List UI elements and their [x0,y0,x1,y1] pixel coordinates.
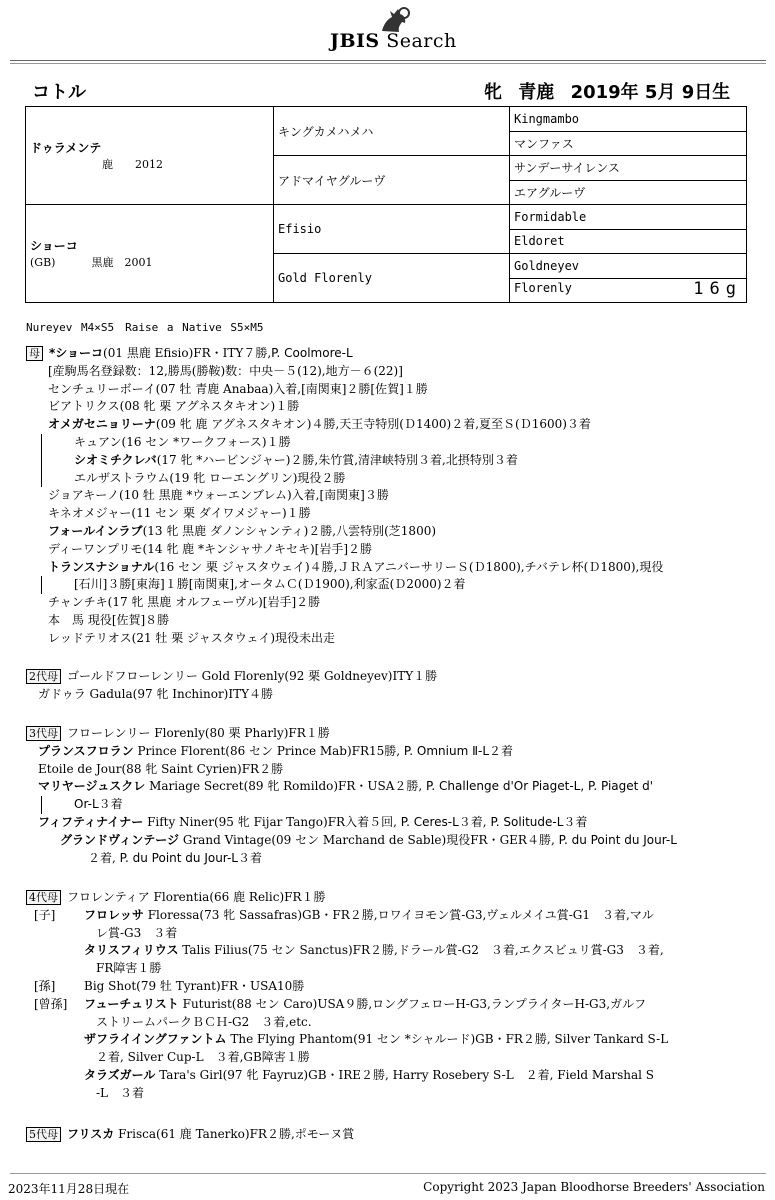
fourth-dam-row [26,1067,766,1085]
fifth-dam-details: Frisca(61 鹿 Tanerko)FR２勝,ポモーヌ賞 [114,1127,355,1141]
third-dam-row [26,850,766,868]
third-dam-progeny-details: ２着, [88,850,116,865]
third-dam-progeny-details: Mariage Secret(89 牝 Romildo)FR・USA２勝, [145,779,423,794]
third-dam-stakes: Or-L [74,797,99,812]
fourth-dam-row [26,978,766,996]
progeny-details: (13 牝 黒鹿 ダノンシャンティ)２勝,八雲特別(芝1800) [142,523,437,538]
horse-profile [484,78,740,104]
progeny-row [41,452,766,470]
sire-color-year: 鹿 2012 [102,158,163,171]
progeny-row [26,505,766,523]
dam-stakes: P. Coolmore-L [271,346,353,360]
progeny-name[interactable]: フォールインラブ [48,523,143,538]
pedigree-g3-5[interactable]: Formidable [510,205,747,230]
third-dam-row [26,761,766,779]
fourth-dam-progeny-details: Tara's Girl(97 牝 Fayruz)GB・IRE２勝, Harry Rosebery S-L ２着, Field Marshal S [155,1067,654,1082]
third-dam-placing: ２着 [489,743,514,758]
pedigree-g3-8[interactable] [510,278,747,303]
inbreeding-info: Nureyev M4×S5 Raise a Native S5×M5 [26,321,264,334]
dam-name-line[interactable]: *ショーコ [49,346,104,360]
pedigree-sire[interactable] [26,107,274,205]
fourth-dam-progeny-details: The Flying Phantom(91 セン *シャルード)GB・FR２勝, Silver Tankard S-L [226,1032,669,1047]
progeny-details: エルザストラウム(19 牝 ローエングリン)現役２勝 [74,470,346,485]
pedigree-g3-7[interactable]: Goldneyev [510,254,747,279]
third-dam-row [26,778,766,796]
third-dam-stakes: P. Ceres-L [396,814,459,829]
fourth-dam-progeny-details: ２着, Silver Cup-L ３着,GB障害１勝 [96,1050,310,1065]
dam-color-year: 黒鹿 2001 [91,256,153,269]
fourth-dam-progeny-details: -L ３着 [96,1085,145,1100]
second-dam-line-2: ガドゥラ Gadula(97 牝 Inchinor)ITY４勝 [38,686,274,701]
pedigree-g3-2[interactable]: マンファス [510,131,747,156]
third-dam-stakes: P. Challenge d'Or Piaget-L, P. Piaget d' [422,779,654,794]
progeny-row [26,487,766,505]
dam-registration: [産駒馬名登録数：12,勝馬(勝鞍)数：中央－５(12),地方－６(22)] [48,363,403,378]
third-dam-placing: ３着, [458,814,487,829]
fourth-dam-progeny-name[interactable]: ザフライイングファントム [84,1032,227,1047]
progeny-list [26,381,766,648]
progeny-row [26,594,766,612]
third-dam-row [41,796,766,814]
third-dam-progeny-details: Grand Vintage(09 セン Marchand de Sable)現役FR・GER４勝, [179,832,555,847]
fourth-dam-row [26,907,766,925]
third-dam-placing: ３着 [238,850,263,865]
progeny-row [26,381,766,399]
progeny-name[interactable]: トランスナショナル [48,559,155,574]
fourth-dam-relation: [孫] [34,978,56,993]
progeny-row [26,416,766,434]
pedigree-table [25,106,747,303]
fourth-dam-row [26,1014,766,1032]
site-logo[interactable] [0,0,775,60]
fourth-dam-row [26,925,766,943]
dam-section [26,345,766,648]
fourth-dam-progeny-details: Big Shot(79 牡 Tyrant)FR・USA10勝 [84,978,305,993]
footer-date: 2023年11月28日現在 [8,1182,130,1196]
horse-color: 青鹿 [518,82,555,103]
fifth-dam-name[interactable]: フリスカ [67,1127,115,1141]
progeny-row [26,630,766,648]
third-dam-progeny-name[interactable]: フィフティナイナー [38,814,144,829]
progeny-details: レッドテリオス(21 牡 栗 ジャスタウェイ)現役未出走 [48,630,335,645]
third-dam-progeny-name[interactable]: マリヤージュスクレ [38,779,146,794]
progeny-details: 本 馬 現役[佐賀]８勝 [48,612,170,627]
pedigree-g3-6[interactable]: Eldoret [510,229,747,254]
fourth-dam-row [26,1031,766,1049]
fourth-dam-list [26,907,766,1103]
logo-jbis: JBIS [330,30,380,52]
third-dam-row [26,743,766,761]
progeny-details: ジョアキーノ(10 牡 黒鹿 *ウォーエンブレム)入着,[南関東]３勝 [48,488,389,503]
pedigree-g3-3[interactable]: サンデーサイレンス [510,156,747,181]
fourth-dam-row [26,1085,766,1103]
third-dam-stakes: P. du Point du Jour-L [115,850,238,865]
pedigree-sire-sire[interactable]: キングカメハメハ [274,107,510,156]
third-dam-list [26,743,766,868]
horse-sex: 牝 [484,82,502,103]
fourth-dam-progeny-name[interactable]: フロレッサ [84,907,144,922]
third-dam-tag: 3代母 [26,726,61,741]
fourth-dam-relation: [曾孫] [34,996,68,1011]
footer-copyright: Copyright 2023 Japan Bloodhorse Breeders' Association [423,1180,765,1194]
sire-name: ドゥラメンテ [30,141,102,155]
second-dam-line-1: ゴールドフローレンリー Gold Florenly(92 栗 Goldneyev)ITY１勝 [67,669,438,683]
footer-divider [10,1173,766,1174]
fourth-dam-progeny-name[interactable]: タリスフィリウス [84,943,179,958]
progeny-details: (16 セン 栗 ジャスタウェイ)４勝,ＪＲＡアニバーサリーＳ(Ｄ1800),チバテレ杯(Ｄ1800),現役 [154,559,664,574]
progeny-name[interactable]: オメガセニョリーナ [48,417,156,432]
progeny-row [26,398,766,416]
fourth-dam-progeny-details: ストリームパークＢＣＨ-G2 ３着,etc. [96,1014,312,1029]
fourth-dam-tag: 4代母 [26,890,61,905]
third-dam-head: フローレンリー Florenly(80 栗 Pharly)FR１勝 [67,726,330,740]
fourth-dam-progeny-name[interactable]: フューチュリスト [84,996,179,1011]
progeny-name[interactable]: シオミチクレバ [74,452,157,467]
pedigree-g3-1[interactable]: Kingmambo [510,107,747,132]
fifth-dam-tag: 5代母 [26,1127,61,1142]
fourth-dam-relation: [子] [34,907,56,922]
fifth-dam-section [26,1126,766,1144]
third-dam-progeny-name[interactable]: プランスフロラン [38,743,134,758]
third-dam-stakes-2: P. Solitude-L [486,814,564,829]
progeny-details: [石川]３勝[東海]１勝[南関東],オータムＣ(Ｄ1900),利家盃(Ｄ2000)２着 [74,577,466,592]
third-dam-placing-2: ３着 [563,814,588,829]
pedigree-sire-dam[interactable]: アドマイヤグルーヴ [274,156,510,205]
fourth-dam-progeny-details: Floressa(73 牝 Sassafras)GB・FR２勝,ロワイヨモン賞-G3,ヴェルメイユ賞-G1 ３着,マル [143,907,654,922]
second-dam-section [26,668,766,704]
fourth-dam-row [26,1049,766,1067]
third-dam-row [26,814,766,832]
pedigree-dam-sire[interactable]: Efisio [274,205,510,254]
third-dam-row [26,832,766,850]
progeny-details: ディーワンプリモ(14 牝 鹿 *キンシャサノキセキ)[岩手]２勝 [48,541,373,556]
fourth-dam-progeny-details: Talis Filius(75 セン Sanctus)FR２勝,ドラール賞-G2 ３着,エクスビュリ賞-G3 ３着, [178,943,664,958]
progeny-details: センチュリーボーイ(07 牡 青鹿 Anabaa)入着,[南関東]２勝[佐賀]１勝 [48,381,428,396]
third-dam-progeny-details: Prince Florent(86 セン Prince Mab)FR15勝, [133,743,401,758]
fourth-dam-head: フロレンティア Florentia(66 鹿 Relic)FR１勝 [67,890,326,904]
dam-details: (01 黒鹿 Efisio)FR・ITY７勝, [103,346,272,360]
header-divider [10,60,766,64]
progeny-details: ビアトリクス(08 牝 栗 アグネスタキオン)１勝 [48,399,300,414]
dam-tag: 母 [26,346,43,361]
pedigree-dam[interactable] [26,205,274,303]
third-dam-stakes: P. du Point du Jour-L [554,832,677,847]
logo-search: Search [386,30,457,52]
fourth-dam-progeny-details: FR障害１勝 [96,961,162,976]
progeny-row [26,523,766,541]
dam-name: ショーコ [30,239,78,253]
third-dam-placing: ３着 [98,797,123,812]
progeny-row [41,434,766,452]
progeny-row [41,576,766,594]
pedigree-g3-4[interactable]: エアグルーヴ [510,180,747,205]
progeny-row [26,612,766,630]
fourth-dam-progeny-details: Futurist(88 セン Caro)USA９勝,ロングフェローH-G3,ランプライターH-G3,ガルフ [178,996,647,1011]
third-dam-progeny-name[interactable]: グランドヴィンテージ [60,832,180,847]
fourth-dam-row [26,996,766,1014]
horse-birth: 2019年 5月 9日生 [570,82,731,103]
progeny-details: キネオメジャー(11 セン 栗 ダイワメジャー)１勝 [48,506,311,521]
progeny-row [26,559,766,577]
third-dam-section [26,725,766,867]
horse-name: コトル [32,82,86,103]
progeny-details: (09 牝 鹿 アグネスタキオン)４勝,天王寺特別(Ｄ1400)２着,夏至Ｓ(Ｄ1600)３着 [155,417,591,432]
progeny-row [26,541,766,559]
pedigree-dam-dam[interactable]: Gold Florenly [274,254,510,303]
progeny-row [41,470,766,488]
fourth-dam-progeny-details: レ賞-G3 ３着 [96,925,178,940]
fourth-dam-progeny-name[interactable]: タラズガール [84,1067,156,1082]
fourth-dam-row [26,942,766,960]
second-dam-tag: 2代母 [26,669,61,684]
progeny-details: キュアン(16 セン *ワークフォース)１勝 [74,434,291,449]
g3-8-name: Florenly [514,281,572,296]
fourth-dam-row [26,960,766,978]
third-dam-progeny-details: Etoile de Jour(88 牝 Saint Cyrien)FR２勝 [38,761,284,776]
progeny-details: (17 牝 *ハービンジャー)２勝,朱竹賞,清津峡特別３着,北摂特別３着 [156,452,518,467]
fourth-dam-section [26,889,766,1103]
third-dam-stakes: P. Omnium Ⅱ-L [400,743,490,758]
progeny-details: チャンチキ(17 牝 黒鹿 オルフェーヴル)[岩手]２勝 [48,595,321,610]
third-dam-progeny-details: Fifty Niner(95 牝 Fijar Tango)FR入着５回, [143,814,397,829]
dam-origin: (GB) [30,256,56,269]
pedigree-weight: 16g [693,279,742,300]
